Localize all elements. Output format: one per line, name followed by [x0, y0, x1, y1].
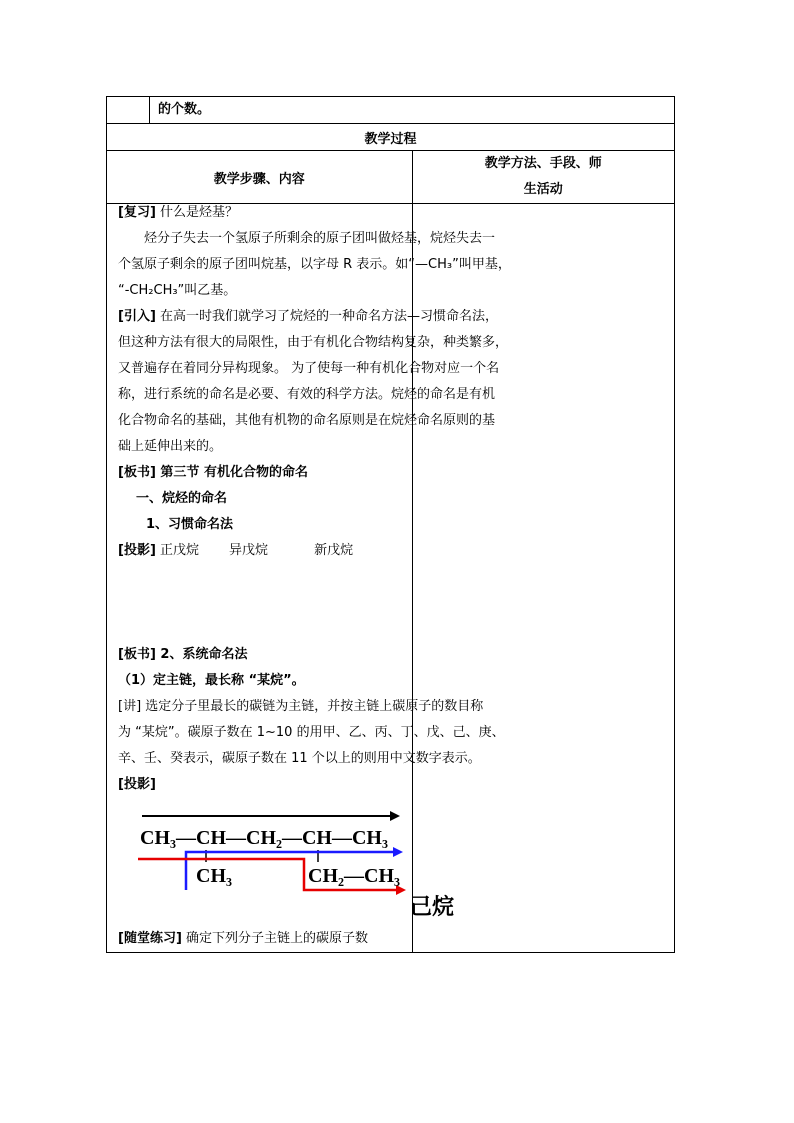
- intro-line1: [118, 304, 528, 330]
- heading-common-naming: 1、习惯命名法: [146, 517, 234, 532]
- main-chain-diagram: [138, 802, 478, 922]
- branch-methyl: CH₃: [196, 865, 232, 887]
- review-line: [118, 200, 528, 226]
- intro-line3: 又普遍存在着同分异构现象。 为了使每一种有机化合物对应一个名: [118, 361, 500, 376]
- methods-header: [412, 151, 675, 204]
- practice-text: 确定下列分子主链上的碳原子数: [186, 931, 369, 946]
- proj1-item-2: 异戊烷: [229, 543, 269, 558]
- board1-tag: [板书]: [118, 465, 156, 480]
- section-title-row: [107, 124, 675, 151]
- lecture-tag: [讲]: [118, 699, 142, 714]
- proj1-item-3: 新戊烷: [314, 543, 354, 558]
- review-para-line3: “-CH₂CH₃”叫乙基。: [118, 283, 237, 298]
- column-header-row: [107, 151, 675, 204]
- proj2-tag: [投影]: [118, 777, 156, 792]
- intro-line4: 称，进行系统的命名是必要、有效的科学方法。烷烃的命名是有机: [118, 387, 496, 402]
- intro-line6: 础上延伸出来的。: [118, 439, 223, 454]
- black-arrowhead: [390, 811, 400, 821]
- methods-header-line1: 教学方法、手段、师: [484, 156, 602, 171]
- proj1-line: [118, 538, 528, 564]
- proj1-tag: [投影]: [118, 543, 156, 558]
- continuation-left-cell: [107, 97, 150, 124]
- continuation-text: 的个数。: [150, 97, 675, 124]
- practice-block: [118, 926, 528, 952]
- intro-tag: [引入]: [118, 309, 156, 324]
- board2-line: [118, 642, 528, 668]
- lesson-content: [118, 200, 528, 798]
- main-chain-formula: CH₃—CH—CH₂—CH—CH₃: [140, 827, 388, 849]
- practice-line: [118, 926, 528, 952]
- proj1-item-1: 正戊烷: [160, 543, 200, 558]
- branch-ethyl: CH₂—CH₃: [308, 865, 400, 887]
- board1-text: 第三节 有机化合物的命名: [160, 465, 308, 480]
- review-para-line1: 烃分子失去一个氢原子所剩余的原子团叫做烃基，烷烃失去一: [144, 231, 496, 246]
- section-title: 教学过程: [107, 124, 675, 151]
- methods-header-line2: 生活动: [523, 182, 563, 197]
- practice-tag: [随堂练习]: [118, 931, 182, 946]
- review-question: 什么是烃基？: [160, 205, 239, 220]
- intro-text1: 在高一时我们就学习了烷烃的一种命名方法—习惯命名法，: [160, 309, 499, 324]
- review-tag: [复习]: [118, 205, 156, 220]
- heading-alkane-naming: 一、烷烃的命名: [136, 491, 228, 506]
- blank-space: [118, 564, 528, 642]
- board2-tag: [板书]: [118, 647, 156, 662]
- review-para-line2: 个氢原子剩余的原子团叫烷基，以字母 R 表示。如“—CH₃”叫甲基，: [118, 257, 511, 272]
- board1-line: [118, 460, 528, 486]
- steps-header: 教学步骤、内容: [107, 151, 413, 204]
- rule1-line: （1）定主链，最长称 “某烷”。: [118, 673, 305, 688]
- lecture-text1: 选定分子里最长的碳链为主链，并按主链上碳原子的数目称: [145, 699, 484, 714]
- answer-hexane: 己烷: [410, 895, 455, 920]
- board2-text: 2、系统命名法: [160, 647, 248, 662]
- lecture-line1: [118, 694, 528, 720]
- blue-arrowhead: [393, 847, 403, 857]
- continuation-row: [107, 97, 675, 124]
- intro-line2: 但这种方法有很大的局限性，由于有机化合物结构复杂，种类繁多，: [118, 335, 509, 350]
- lecture-line2: 为 “某烷”。碳原子数在 1~10 的用甲、乙、丙、丁、戊、己、庚、: [118, 725, 505, 740]
- intro-line5: 化合物命名的基础，其他有机物的命名原则是在烷烃命名原则的基: [118, 413, 496, 428]
- lecture-line3: 辛、壬、癸表示，碳原子数在 11 个以上的则用中文数字表示。: [118, 751, 481, 766]
